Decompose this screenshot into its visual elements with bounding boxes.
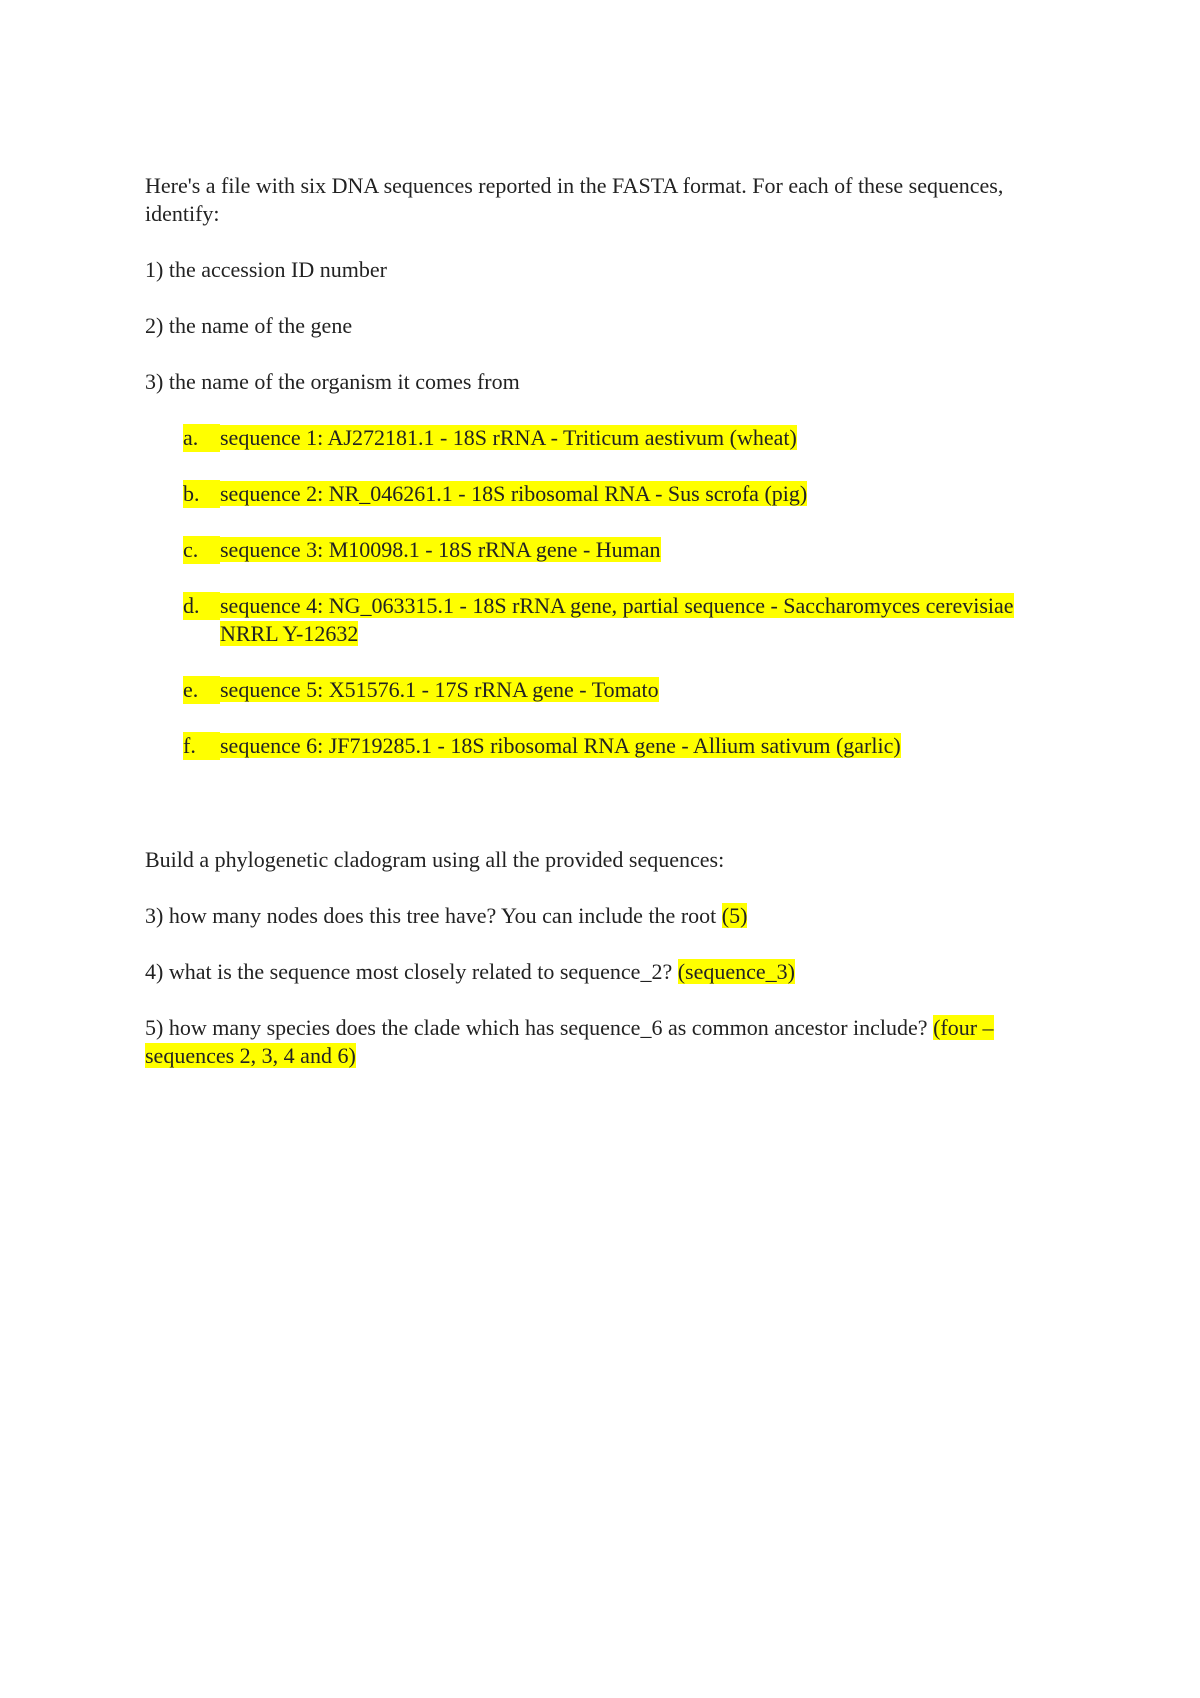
answer-text: sequence 3: M10098.1 - 18S rRNA gene - Human [220,537,661,562]
document-content [145,172,1045,1070]
list-item [183,536,1020,564]
answer-text: sequence 5: X51576.1 - 17S rRNA gene - Tomato [220,677,659,702]
intro-paragraph: Here's a file with six DNA sequences reported in the FASTA format. For each of these sequences, identify: [145,173,1004,226]
question-accession-id: 1) the accession ID number [145,257,387,282]
cladogram-intro: Build a phylogenetic cladogram using all the provided sequences: [145,847,725,872]
answer-text: sequence 4: NG_063315.1 - 18S rRNA gene, partial sequence - Saccharomyces cerevisiae NRRL Y-12632 [220,593,1014,646]
question-text: 3) how many nodes does this tree have? You can include the root [145,903,722,928]
list-marker: a. [183,424,220,452]
list-marker: c. [183,536,220,564]
answer-highlight: (four – sequences 2, 3, 4 and 6) [145,1015,994,1068]
list-marker: b. [183,480,220,508]
question-text: 5) how many species does the clade which has sequence_6 as common ancestor include? [145,1015,934,1040]
list-item [183,676,1020,704]
list-marker: d. [183,592,220,620]
answer-list [145,424,1045,760]
cladogram-question-clade [145,1014,1045,1070]
list-marker: e. [183,676,220,704]
question-gene-name: 2) the name of the gene [145,313,353,338]
question-text: 4) what is the sequence most closely related to sequence_2? [145,959,678,984]
answer-text: sequence 1: AJ272181.1 - 18S rRNA - Triticum aestivum (wheat) [220,425,797,450]
list-item [183,592,1020,648]
list-item [183,480,1020,508]
list-item [183,732,1020,760]
answer-text: sequence 6: JF719285.1 - 18S ribosomal RNA gene - Allium sativum (garlic) [220,733,901,758]
cladogram-question-nodes [145,902,1045,930]
answer-highlight: (5) [721,903,748,928]
list-item [183,424,1020,452]
answer-highlight: (sequence_3) [677,959,795,984]
cladogram-question-related [145,958,1045,986]
question-organism: 3) the name of the organism it comes from [145,369,520,394]
answer-text: sequence 2: NR_046261.1 - 18S ribosomal RNA - Sus scrofa (pig) [220,481,808,506]
list-marker: f. [183,732,220,760]
